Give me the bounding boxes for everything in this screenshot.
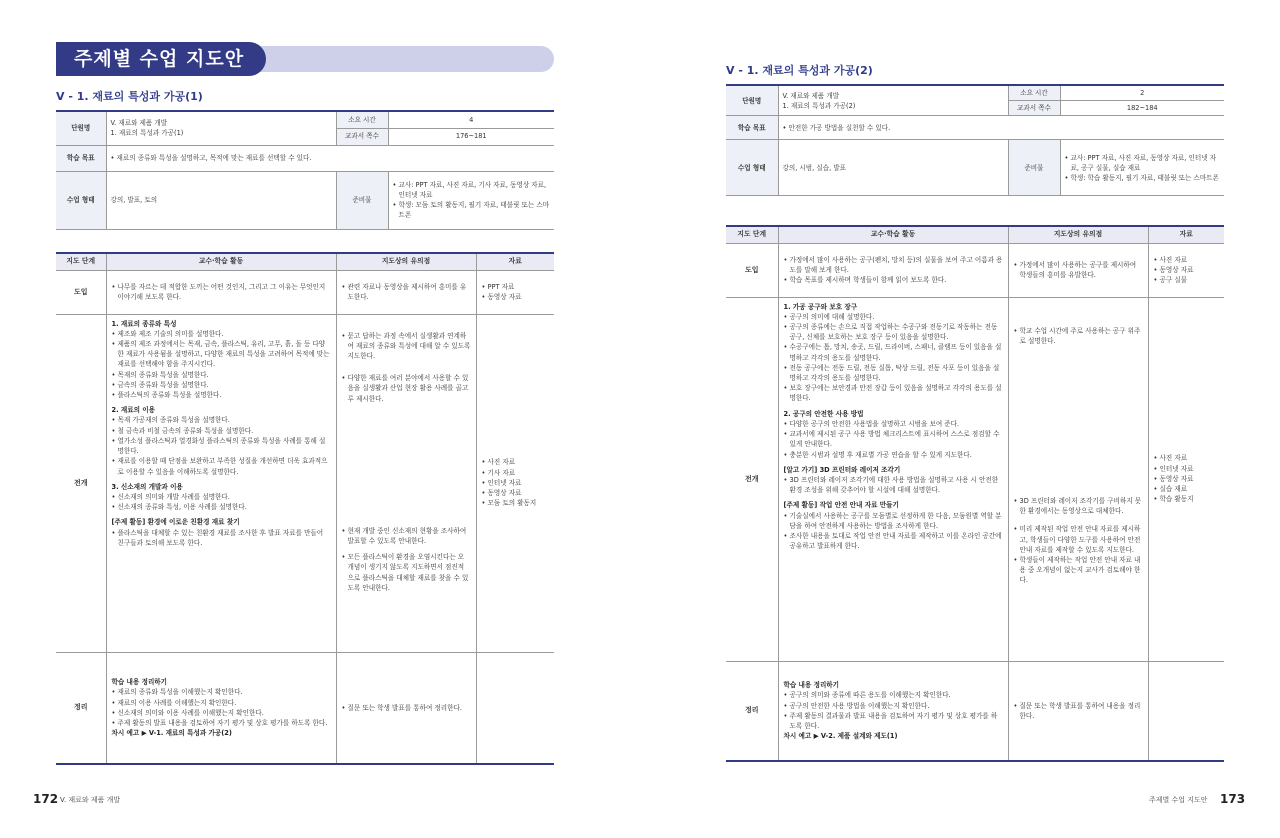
list-item: • 공구의 의미와 종류에 따른 용도를 이해했는지 확인한다.: [784, 690, 1003, 700]
header-materials: 자료: [1148, 226, 1224, 243]
dev-heading-3: 3. 신소재의 개발과 이용: [111, 482, 183, 491]
bullet-list: [112, 282, 331, 302]
table-row: [56, 314, 554, 652]
list-item: • 모든 플라스틱이 환경을 오염시킨다는 오개념이 생기지 않도록 지도하면서 점진적으로 플라스틱을 대체할 재료를 찾을 수 있도록 안내한다.: [342, 552, 471, 593]
time-label: 소요 시간: [336, 111, 388, 128]
bullet-list: [342, 373, 471, 404]
next-lesson: 차시 예고 ▶ V-1. 재료의 특성과 가공(2): [111, 729, 232, 738]
list-item: • 교과서에 제시된 공구 사용 방법 체크리스트에 표시하여 스스로 점검할 수 있게 안내한다.: [784, 429, 1003, 449]
dev-heading-2: 2. 재료의 이용: [111, 406, 156, 415]
list-item: • 신소재의 의미와 이용 사례를 이해했는지 확인한다.: [112, 708, 331, 718]
list-item: • 주제 활동의 발표 내용을 검토하여 자기 평가 및 상호 평가를 하도록 한다.: [112, 718, 331, 728]
bullet-list: [342, 552, 471, 593]
list-item: • 제조와 제조 기술의 의미를 설명한다.: [112, 329, 331, 339]
list-item: • 학교 수업 시간에 주로 사용하는 공구 위주로 설명한다.: [1014, 326, 1143, 346]
stage-dev: 전개: [726, 297, 778, 661]
intro-materials: [1148, 243, 1224, 297]
list-item: • 재료를 이용할 때 단점을 보완하고 부족한 성질을 개선하면 더욱 효과적으로 이용할 수 있음을 이해하도록 설명한다.: [112, 456, 331, 476]
list-item: • 학습 목표를 제시하며 학생들이 함께 읽어 보도록 한다.: [784, 275, 1003, 285]
list-item: • 기술실에서 사용하는 공구를 모둠별로 선정하게 한 다음, 모둠원별 역할 분담을 하여 안전하게 사용하는 방법을 조사하게 한다.: [784, 511, 1003, 531]
list-item: • 금속의 종류와 특성을 설명한다.: [112, 380, 331, 390]
list-item: • 기사 자료: [482, 468, 550, 478]
dev-heading-2: 2. 공구의 안전한 사용 방법: [783, 409, 864, 418]
list-item: • 플라스틱을 대체할 수 있는 친환경 재료를 조사한 후 발표 자료를 만들어 친구들과 토의해 보도록 한다.: [112, 528, 331, 548]
footer-book-title: 주제별 수업 지도안: [1149, 796, 1208, 804]
info-table: [726, 84, 1224, 196]
list-item: • 교사: PPT 자료, 사진 자료, 기사 자료, 동영상 자료, 인터넷 자료: [393, 180, 551, 200]
stage-intro: 도입: [726, 243, 778, 297]
list-item: • 다양한 재료를 여러 분야에서 사용할 수 있음을 실생활과 산업 현장 활용 사례를 골고루 제시한다.: [342, 373, 471, 404]
list-item: • 인터넷 자료: [1154, 464, 1220, 474]
wrap-activities: [106, 652, 336, 764]
unit-label: 단원명: [56, 111, 106, 145]
table-row: [56, 652, 554, 764]
list-item: • 나무를 자르는 데 적합한 도끼는 어떤 것인지, 그리고 그 이유는 무엇인지 이야기해 보도록 한다.: [112, 282, 331, 302]
time-label: 소요 시간: [1008, 85, 1060, 101]
list-item: • 공구의 의미에 대해 설명한다.: [784, 312, 1003, 322]
table-row: [726, 297, 1224, 661]
intro-notes: [1008, 243, 1148, 297]
section-title: V - 1. 재료의 특성과 가공(2): [726, 64, 873, 77]
page-number: 173: [1220, 792, 1246, 806]
wrap-materials: [476, 652, 554, 764]
right-page: [640, 0, 1280, 838]
goal-label: 학습 목표: [726, 116, 778, 140]
list-item: • 사진 자료: [482, 457, 550, 467]
list-item: • 현재 개발 중인 신소재의 현황을 조사하여 발표할 수 있도록 안내한다.: [342, 526, 471, 546]
info-table: [56, 110, 554, 230]
unit-value: [778, 85, 1008, 116]
wrap-materials: [1148, 661, 1224, 761]
bullet-list: [482, 457, 550, 508]
goal-value: • 재료의 종류와 특성을 설명하고, 목적에 맞는 재료를 선택할 수 있다.: [106, 145, 554, 171]
section-title: V - 1. 재료의 특성과 가공(1): [56, 90, 203, 103]
goal-value: • 안전한 가공 방법을 실천할 수 있다.: [778, 116, 1224, 140]
stage-wrap: 정리: [726, 661, 778, 761]
list-item: • 질문 또는 학생 발표를 통하여 내용을 정리한다.: [1014, 701, 1143, 721]
intro-activities: [778, 243, 1008, 297]
bullet-list: [784, 511, 1003, 552]
list-item: • 교사: PPT 자료, 사진 자료, 동영상 자료, 인터넷 자료, 공구 실물, 실습 재료: [1065, 153, 1221, 173]
header-materials: 자료: [476, 253, 554, 270]
list-item: • PPT 자료: [482, 282, 550, 292]
wrap-heading: 학습 내용 정리하기: [111, 678, 168, 687]
prep-value: [1060, 140, 1224, 196]
dev-activities: [778, 297, 1008, 661]
unit-line2: 1. 재료의 특성과 가공(2): [782, 101, 856, 110]
bullet-list: [784, 255, 1003, 286]
form-value: 강의, 시범, 실습, 발표: [778, 140, 1008, 196]
page-number: 172: [33, 792, 59, 806]
intro-notes: [336, 270, 476, 314]
wrap-notes: [1008, 661, 1148, 761]
list-item: • 가정에서 많이 사용하는 공구를 제시하여 학생들의 흥미를 유발한다.: [1014, 260, 1143, 280]
table-row: [726, 661, 1224, 761]
list-item: • 열가소성 플라스틱과 열경화성 플라스틱의 종류와 특성을 사례를 통해 설명한다.: [112, 436, 331, 456]
bullet-list: [1014, 524, 1143, 585]
bullet-list: [342, 282, 471, 302]
header-stage: 지도 단계: [56, 253, 106, 270]
intro-activities: [106, 270, 336, 314]
bullet-list: [1014, 326, 1143, 346]
bullet-list: [1065, 153, 1221, 184]
time-value: 4: [388, 111, 554, 128]
list-item: • 동영상 자료: [1154, 474, 1220, 484]
list-item: • 목재의 종류와 특성을 설명한다.: [112, 370, 331, 380]
bullet-list: [784, 312, 1003, 404]
dev-heading-4: [주제 활동] 작업 안전 안내 자료 만들기: [783, 501, 899, 510]
list-item: • 사진 자료: [1154, 453, 1220, 463]
prep-label: 준비물: [1008, 140, 1060, 196]
dev-materials: [476, 314, 554, 652]
dev-notes: [336, 314, 476, 652]
list-item: • 신소재의 의미와 개발 사례를 설명한다.: [112, 492, 331, 502]
header-notes: 지도상의 유의점: [1008, 226, 1148, 243]
list-item: • 플라스틱의 종류와 특성을 설명한다.: [112, 390, 331, 400]
bullet-list: [342, 526, 471, 546]
next-lesson: 차시 예고 ▶ V-2. 제품 설계와 제도(1): [783, 732, 898, 741]
footer-chapter: V. 재료와 제품 개발: [60, 796, 121, 804]
list-item: • 학생들이 제작하는 작업 안전 안내 자료 내용 중 오개념이 없는지 교사가 검토해야 한다.: [1014, 555, 1143, 586]
bullet-list: [1014, 260, 1143, 280]
header-activity: 교수·학습 활동: [778, 226, 1008, 243]
list-item: • 공구 실물: [1154, 275, 1220, 285]
list-item: • 보호 장구에는 보안경과 안전 장갑 등이 있음을 설명하고 각각의 용도를 설명한다.: [784, 383, 1003, 403]
list-item: • 공구의 종류에는 손으로 직접 작업하는 수공구와 전동기로 작동하는 전동 공구, 신체를 보호하는 보호 장구 등이 있음을 설명한다.: [784, 322, 1003, 342]
activity-table: [726, 225, 1224, 762]
list-item: • 실습 재료: [1154, 484, 1220, 494]
list-item: • 철 금속과 비철 금속의 종류와 특성을 설명한다.: [112, 426, 331, 436]
list-item: • 조사한 내용을 토대로 작업 안전 안내 자료를 제작하고 이를 온라인 공간에 공유하고 발표하게 한다.: [784, 531, 1003, 551]
list-item: • 재료의 이용 사례를 이해했는지 확인한다.: [112, 698, 331, 708]
list-item: • 가정에서 많이 사용하는 공구(펜치, 망치 등)의 실물을 보여 주고 이름과 용도를 말해 보게 한다.: [784, 255, 1003, 275]
list-item: • 인터넷 자료: [482, 478, 550, 488]
unit-value: [106, 111, 336, 145]
table-row: [56, 270, 554, 314]
unit-label: 단원명: [726, 85, 778, 116]
bullet-list: [1014, 701, 1143, 721]
list-item: • 충분한 시범과 설명 후 재료별 가공 연습을 할 수 있게 지도한다.: [784, 450, 1003, 460]
list-item: • 모둠 토의 활동지: [482, 498, 550, 508]
form-label: 수업 형태: [726, 140, 778, 196]
bullet-list: [112, 329, 331, 401]
activity-table: [56, 252, 554, 765]
dev-materials: [1148, 297, 1224, 661]
wrap-notes: [336, 652, 476, 764]
bullet-list: [393, 180, 551, 221]
unit-line2: 1. 재료의 특성과 가공(1): [110, 129, 184, 138]
header-notes: 지도상의 유의점: [336, 253, 476, 270]
dev-notes: [1008, 297, 1148, 661]
bullet-list: [342, 703, 471, 713]
bullet-list: [112, 528, 331, 548]
list-item: • 신소재의 종류와 특성, 이용 사례를 설명한다.: [112, 502, 331, 512]
form-value: 강의, 발표, 토의: [106, 171, 336, 229]
list-item: • 3D 프린터와 레이저 조각기를 구비하지 못한 환경에서는 동영상으로 대체한다.: [1014, 496, 1143, 516]
list-item: • 동영상 자료: [482, 488, 550, 498]
goal-label: 학습 목표: [56, 145, 106, 171]
dev-activities: [106, 314, 336, 652]
list-item: • 묻고 답하는 과정 속에서 실생활과 연계하여 재료의 종류와 특성에 대해 알 수 있도록 지도한다.: [342, 331, 471, 362]
form-label: 수업 형태: [56, 171, 106, 229]
time-value: 2: [1060, 85, 1224, 101]
stage-wrap: 정리: [56, 652, 106, 764]
bullet-list: [342, 331, 471, 362]
intro-materials: [476, 270, 554, 314]
page-banner-title: 주제별 수업 지도안: [56, 42, 266, 76]
prep-label: 준비물: [336, 171, 388, 229]
wrap-heading: 학습 내용 정리하기: [783, 681, 840, 690]
list-item: • 목재 가공재의 종류와 특성을 설명한다.: [112, 415, 331, 425]
bullet-list: [112, 492, 331, 512]
list-item: • 다양한 공구의 안전한 사용법을 설명하고 시범을 보여 준다.: [784, 419, 1003, 429]
list-item: • 미리 제작된 작업 안전 안내 자료를 제시하고, 학생들이 다양한 도구를 사용하여 안전 안내 자료를 제작할 수 있도록 지도한다.: [1014, 524, 1143, 555]
bullet-list: [1154, 255, 1220, 286]
dev-heading-3: [알고 가기] 3D 프린터와 레이저 조각기: [783, 465, 901, 474]
list-item: • 공구의 안전한 사용 방법을 이해했는지 확인한다.: [784, 701, 1003, 711]
list-item: • 재료의 종류와 특성을 이해했는지 확인한다.: [112, 687, 331, 697]
dev-heading-1: 1. 재료의 종류와 특성: [111, 319, 177, 328]
list-item: • 학습 활동지: [1154, 494, 1220, 504]
list-item: • 주제 활동의 결과물과 발표 내용을 검토하여 자기 평가 및 상호 평가를 하도록 한다.: [784, 711, 1003, 731]
bullet-list: [112, 415, 331, 476]
list-item: • 3D 프린터와 레이저 조각기에 대한 사용 방법을 설명하고 사용 시 안전한 환경 조성을 위해 갖추어야 할 시설에 대해 설명한다.: [784, 475, 1003, 495]
bullet-list: [482, 282, 550, 302]
list-item: • 동영상 자료: [1154, 265, 1220, 275]
list-item: • 제품의 제조 과정에서는 목재, 금속, 플라스틱, 유리, 고무, 흙, 돌 등 다양한 재료가 사용됨을 설명하고, 다양한 재료의 특성을 고려하여 목적에 맞는 재료를 선택해야 함을 주지시킨다.: [112, 339, 331, 370]
unit-line1: V. 재료와 제품 개발: [110, 119, 168, 128]
bullet-list: [1154, 453, 1220, 504]
list-item: • 학생: 학습 활동지, 필기 자료, 태블릿 또는 스마트폰: [1065, 173, 1221, 183]
dev-heading-4: [주제 활동] 환경에 이로운 친환경 재료 찾기: [111, 518, 240, 527]
list-item: • 사진 자료: [1154, 255, 1220, 265]
list-item: • 수공구에는 톱, 망치, 송곳, 드릴, 드라이버, 스패너, 클램프 등이 있음을 설명하고 각각의 용도를 설명한다.: [784, 342, 1003, 362]
unit-line1: V. 재료와 제품 개발: [782, 91, 840, 100]
list-item: • 관련 자료나 동영상을 제시하여 흥미를 유도한다.: [342, 282, 471, 302]
pages-label: 교과서 쪽수: [1008, 101, 1060, 116]
wrap-activities: [778, 661, 1008, 761]
bullet-list: [784, 475, 1003, 495]
header-activity: 교수·학습 활동: [106, 253, 336, 270]
bullet-list: [784, 419, 1003, 460]
bullet-list: [112, 687, 331, 728]
prep-value: [388, 171, 554, 229]
stage-dev: 전개: [56, 314, 106, 652]
dev-heading-1: 1. 가공 공구와 보호 장구: [783, 302, 858, 311]
list-item: • 동영상 자료: [482, 292, 550, 302]
pages-value: 176~181: [388, 128, 554, 145]
list-item: • 전동 공구에는 전동 드릴, 전동 실톱, 탁상 드릴, 전동 사포 등이 있음을 설명하고 각각의 용도를 설명한다.: [784, 363, 1003, 383]
bullet-list: [1014, 496, 1143, 516]
table-row: [726, 243, 1224, 297]
pages-label: 교과서 쪽수: [336, 128, 388, 145]
stage-intro: 도입: [56, 270, 106, 314]
header-stage: 지도 단계: [726, 226, 778, 243]
pages-value: 182~184: [1060, 101, 1224, 116]
bullet-list: [784, 690, 1003, 731]
list-item: • 질문 또는 학생 발표를 통하여 정리한다.: [342, 703, 471, 713]
list-item: • 학생: 모둠 토의 활동지, 필기 자료, 태블릿 또는 스마트폰: [393, 200, 551, 220]
